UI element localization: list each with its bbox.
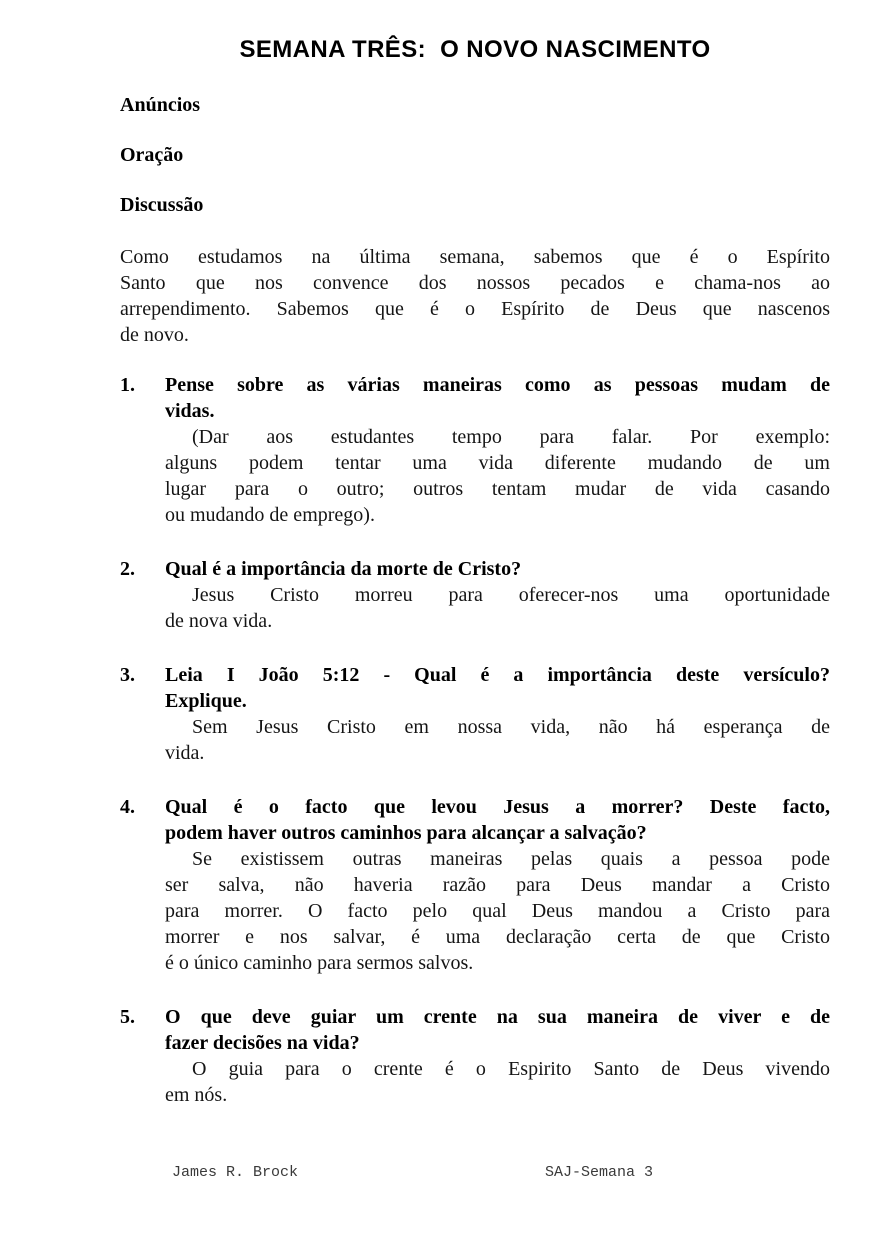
text-line: vida.	[165, 742, 205, 764]
answer-text	[165, 846, 830, 976]
text-line: lugar para o outro; outros tentam mudar de vida casando	[165, 478, 830, 500]
text-line: Leia I João 5:12 - Qual é a importância deste versículo?	[165, 664, 830, 686]
text-line: de novo.	[120, 324, 189, 346]
footer-author: James R. Brock	[172, 1164, 299, 1181]
text-line: Como estudamos na última semana, sabemos que é o Espírito	[120, 246, 830, 268]
question-item-1	[120, 372, 830, 528]
item-body	[165, 794, 830, 976]
text-line: Sem Jesus Cristo em nossa vida, não há esperança de	[192, 716, 830, 738]
text-line: Pense sobre as várias maneiras como as pessoas mudam de	[165, 374, 830, 396]
item-body	[165, 372, 830, 528]
text-line: Explique.	[165, 690, 247, 712]
text-line: Jesus Cristo morreu para oferecer-nos uma oportunidade	[192, 584, 830, 606]
text-line: Se existissem outras maneiras pelas quais a pessoa pode	[192, 848, 830, 870]
answer-text	[165, 582, 830, 634]
question-item-4	[120, 794, 830, 976]
item-number: 1.	[120, 374, 135, 396]
text-line: Santo que nos convence dos nossos pecados e chama-nos ao	[120, 272, 830, 294]
text-line: Qual é a importância da morte de Cristo?	[165, 558, 522, 580]
text-line: arrependimento. Sabemos que é o Espírito de Deus que nascenos	[120, 298, 830, 320]
item-body	[165, 1004, 830, 1108]
answer-text	[165, 424, 830, 528]
item-number: 3.	[120, 664, 135, 686]
text-line: O guia para o crente é o Espirito Santo de Deus vivendo	[192, 1058, 830, 1080]
text-line: é o único caminho para sermos salvos.	[165, 952, 474, 974]
question-text	[165, 556, 830, 582]
footer-document-reference: SAJ-Semana 3	[545, 1164, 654, 1181]
answer-text	[165, 714, 830, 766]
question-text	[165, 662, 830, 714]
intro-paragraph	[120, 244, 830, 348]
question-text	[165, 1004, 830, 1056]
item-number: 5.	[120, 1006, 135, 1028]
item-body	[165, 662, 830, 766]
question-item-5	[120, 1004, 830, 1108]
item-body	[165, 556, 830, 634]
question-item-2	[120, 556, 830, 634]
text-line: em nós.	[165, 1084, 228, 1106]
question-item-3	[120, 662, 830, 766]
heading-anuncios: Anúncios	[120, 94, 201, 116]
text-line: para morrer. O facto pelo qual Deus mandou a Cristo para	[165, 900, 830, 922]
text-line: podem haver outros caminhos para alcançar a salvação?	[165, 822, 647, 844]
text-line: vidas.	[165, 400, 215, 422]
question-text	[165, 372, 830, 424]
text-line: Qual é o facto que levou Jesus a morrer? Deste facto,	[165, 796, 830, 818]
text-line: alguns podem tentar uma vida diferente mudando de um	[165, 452, 830, 474]
text-line: de nova vida.	[165, 610, 273, 632]
question-list	[120, 372, 830, 1108]
heading-oracao: Oração	[120, 144, 184, 166]
item-number: 2.	[120, 558, 135, 580]
question-text	[165, 794, 830, 846]
text-line: ou mudando de emprego).	[165, 504, 375, 526]
item-number: 4.	[120, 796, 135, 818]
text-line: O que deve guiar um crente na sua maneira de viver e de	[165, 1006, 830, 1028]
text-line: ser salva, não haveria razão para Deus mandar a Cristo	[165, 874, 830, 896]
answer-text	[165, 1056, 830, 1108]
heading-discussao: Discussão	[120, 194, 204, 216]
text-line: morrer e nos salvar, é uma declaração certa de que Cristo	[165, 926, 830, 948]
text-line: fazer decisões na vida?	[165, 1032, 360, 1054]
page-title: SEMANA TRÊS: O NOVO NASCIMENTO	[239, 36, 711, 63]
text-line: (Dar aos estudantes tempo para falar. Por exemplo:	[192, 426, 830, 448]
